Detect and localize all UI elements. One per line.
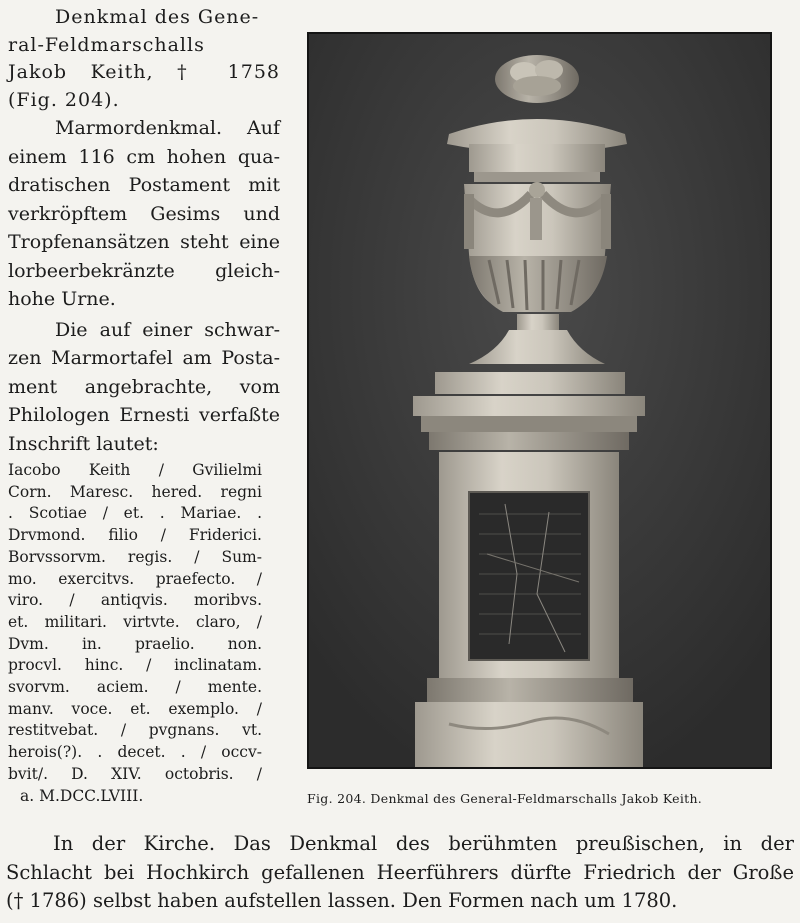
- paragraph-line: Tropfenansätzen steht eine: [8, 231, 280, 253]
- inscription-line: Corn. Maresc. hered. regni: [8, 482, 262, 501]
- inscription-line: mo. exercitvs. praefecto. /: [8, 569, 262, 588]
- paragraph-line: Philologen Ernesti verfaßte: [8, 404, 280, 426]
- paragraph-line: hohe Urne.: [8, 288, 116, 310]
- inscription-line: svorvm. aciem. / mente.: [8, 678, 262, 697]
- paragraph-line: verkröpftem Gesims und: [8, 202, 280, 225]
- paragraph-line: dratischen Postament mit: [8, 174, 280, 196]
- inscription-line: Dvm. in. praelio. non.: [8, 634, 262, 653]
- paragraph-line: Marmordenkmal. Auf: [55, 117, 280, 139]
- heading-line: Denkmal des Gene-: [55, 6, 260, 28]
- inscription-line: Borvssorvm. regis. / Sum-: [8, 547, 262, 566]
- monument-photo: [307, 32, 772, 769]
- bottom-paragraph: [6, 830, 794, 916]
- description-paragraph-1: [8, 114, 280, 314]
- bottom-line: Schlacht bei Hochkirch gefallenen Heerführers dürfte Friedrich der Große: [6, 860, 794, 884]
- heading-line: (Fig. 204).: [8, 88, 120, 111]
- paragraph-line: Inschrift lautet:: [8, 432, 159, 455]
- inscription-text: [8, 460, 280, 807]
- inscription-line: viro. / antiqvis. moribvs.: [8, 591, 262, 610]
- urn-monument-illustration: [309, 34, 770, 767]
- paragraph-line: zen Marmortafel am Posta-: [8, 347, 280, 369]
- inscription-line: . Scotiae / et. . Mariae. .: [8, 504, 262, 523]
- heading-line: Jakob Keith, † 1758: [8, 61, 280, 83]
- inscription-line: procvl. hinc. / inclinatam.: [8, 656, 262, 675]
- left-text-column: [8, 4, 280, 807]
- inscription-line: a. M.DCC.LVIII.: [20, 786, 144, 805]
- inscription-line: Drvmond. filio / Friderici.: [8, 526, 262, 545]
- inscription-line: restitvebat. / pvgnans. vt.: [8, 721, 262, 740]
- bottom-line: In der Kirche. Das Denkmal des berühmten preußischen, in der: [53, 832, 794, 855]
- heading-line: ral-Feldmarschalls: [8, 33, 205, 56]
- paragraph-line: lorbeerbekränzte gleich-: [8, 259, 280, 282]
- inscription-line: herois(?). . decet. . / occv-: [8, 743, 262, 762]
- monument-heading: [8, 4, 280, 114]
- paragraph-line: ment angebrachte, vom: [8, 375, 280, 398]
- inscription-line: bvit/. D. XIV. octobris. /: [8, 764, 262, 783]
- paragraph-line: einem 116 cm hohen qua-: [8, 145, 280, 168]
- paragraph-line: Die auf einer schwar-: [55, 318, 280, 341]
- bottom-line: († 1786) selbst haben aufstellen lassen. Den Formen nach um 1780.: [6, 889, 678, 912]
- inscription-line: et. militari. virtvte. claro, /: [8, 612, 262, 631]
- inscription-line: Iacobo Keith / Gvilielmi: [8, 461, 262, 479]
- inscription-line: manv. voce. et. exemplo. /: [8, 699, 262, 718]
- figure-caption: Fig. 204. Denkmal des General-Feldmarschalls Jakob Keith.: [307, 791, 703, 806]
- description-paragraph-2: [8, 316, 280, 459]
